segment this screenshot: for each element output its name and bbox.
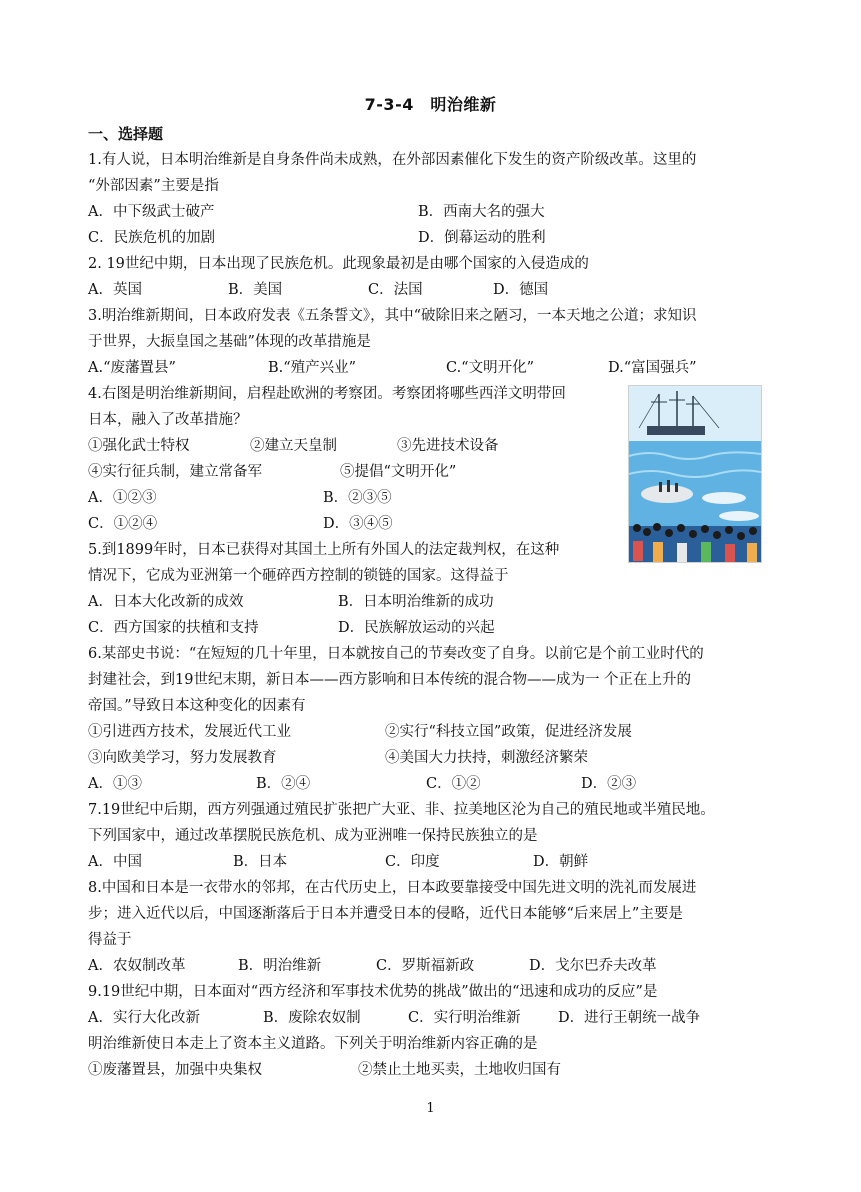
page-number: 1 [426,1101,435,1116]
question-6-option-b: B．②④ [256,776,311,792]
question-6-stem-line3: 帝国。”导致日本这种变化的因素有 [88,698,306,714]
question-6-option-d: D．②③ [581,776,637,792]
question-7-option-c: C．印度 [385,854,440,870]
question-5-options-row1 [88,589,778,615]
question-4-block [88,381,778,589]
question-7-option-a: A．中国 [88,854,142,870]
question-9-options [88,1005,778,1031]
question-2-stem: 2. 19世纪中期，日本出现了民族危机。此现象最初是由哪个国家的入侵造成的 [88,256,589,272]
question-6-statements-row2 [88,745,778,771]
question-4-statement-4: ④实行征兵制，建立常备军 [88,464,262,480]
question-4-stem-line2: 日本，融入了改革措施？ [88,412,248,428]
question-1-option-b: B．西南大名的强大 [418,204,545,220]
question-9-option-a: A．实行大化改新 [88,1010,200,1026]
question-4-statement-1: ①强化武士特权 [88,438,190,454]
question-7-stem-line1: 7.19世纪中后期，西方列强通过殖民扩张把广大亚、非、拉美地区沦为自己的殖民地或半殖民地。 [88,802,715,818]
question-3-stem-line1: 3.明治维新期间，日本政府发表《五条誓文》，其中“破除旧来之陋习，一本天地之公道；求知识 [88,308,697,324]
document-body [88,121,778,1083]
question-7-option-d: D．朝鲜 [533,854,589,870]
question-4-statement-5: ⑤提倡“文明开化” [340,464,457,480]
question-5-option-c: C．西方国家的扶植和支持 [88,620,259,636]
delegation-ship-illustration [628,385,762,563]
question-10-statement-1: ①废藩置县，加强中央集权 [88,1062,262,1078]
question-6-statement-4: ④美国大力扶持，刺激经济繁荣 [385,750,588,766]
question-4-stem-line1: 4.右图是明治维新期间，启程赴欧洲的考察团。考察团将哪些西洋文明带回 [88,386,566,402]
document-title: 7-3-4 明治维新 [364,95,497,114]
question-6-option-c: C．①② [426,776,481,792]
question-9-option-b: B．废除农奴制 [263,1010,361,1026]
question-1-options-row2 [88,225,778,251]
question-1-option-d: D．倒幕运动的胜利 [418,230,546,246]
question-8-stem-line3: 得益于 [88,932,132,948]
question-5-stem-line2: 情况下，它成为亚洲第一个砸碎西方控制的锁链的国家。这得益于 [88,568,509,584]
question-1-option-a: A．中下级武士破产 [88,204,215,220]
question-1-options-row1 [88,199,778,225]
question-7-option-b: B．日本 [233,854,288,870]
question-6-stem-line1: 6.某部史书说：“在短短的几十年里，日本就按自己的节奏改变了自身。以前它是个前工业时代的 [88,646,704,662]
question-6-stem-line2: 封建社会，到19世纪末期，新日本——西方影响和日本传统的混合物——成为一 个正在上升的 [88,672,692,688]
question-8-options [88,953,778,979]
question-8-stem-line1: 8.中国和日本是一衣带水的邻邦，在古代历史上，日本政要靠接受中国先进文明的洗礼而发展进 [88,880,697,896]
question-5-option-b: B．日本明治维新的成功 [338,594,494,610]
ship-painting-icon [629,386,761,562]
question-2-option-a: A．英国 [88,282,142,298]
question-4-option-c: C．①②④ [88,516,158,532]
question-9-option-d: D．进行王朝统一战争 [558,1010,701,1026]
question-5-option-a: A．日本大化改新的成效 [88,594,244,610]
question-3-stem-line2: 于世界，大振皇国之基础”体现的改革措施是 [88,334,371,350]
question-1-stem-line1: 1.有人说，日本明治维新是自身条件尚未成熟，在外部因素催化下发生的资产阶级改革。这里的 [88,152,697,168]
question-6-statement-2: ②实行“科技立国”政策，促进经济发展 [385,724,632,740]
question-6-statement-1: ①引进西方技术，发展近代工业 [88,724,291,740]
question-6-statements-row1 [88,719,778,745]
question-10-statements-row1 [88,1057,778,1083]
question-8-option-c: C．罗斯福新政 [376,958,475,974]
question-8-option-b: B．明治维新 [238,958,322,974]
question-4-option-d: D．③④⑤ [323,516,393,532]
question-6-options [88,771,778,797]
question-5-option-d: D．民族解放运动的兴起 [338,620,495,636]
question-3-option-c: C.“文明开化” [446,360,535,376]
question-3-options [88,355,778,381]
question-5-stem-line1: 5.到1899年时，日本已获得对其国土上所有外国人的法定裁判权，在这种 [88,542,560,558]
question-9-stem: 9.19世纪中期，日本面对“西方经济和军事技术优势的挑战”做出的“迅速和成功的反应”是 [88,984,658,1000]
question-3-option-b: B.“殖产兴业” [268,360,357,376]
question-6-option-a: A．①③ [88,776,142,792]
question-4-statement-2: ②建立天皇制 [250,438,337,454]
question-5-options-row2 [88,615,778,641]
question-8-option-a: A．农奴制改革 [88,958,186,974]
question-4-statement-3: ③先进技术设备 [397,438,499,454]
question-2-options [88,277,778,303]
question-2-option-d: D．德国 [493,282,549,298]
question-7-stem-line2: 下列国家中，通过改革摆脱民族危机、成为亚洲唯一保持民族独立的是 [88,828,538,844]
question-6-statement-3: ③向欧美学习，努力发展教育 [88,750,277,766]
section-heading: 一、选择题 [88,125,164,143]
question-1-option-c: C．民族危机的加剧 [88,230,216,246]
question-9-option-c: C．实行明治维新 [408,1010,521,1026]
question-3-option-d: D.“富国强兵” [608,360,697,376]
question-2-option-c: C．法国 [368,282,423,298]
question-10-stem: 明治维新使日本走上了资本主义道路。下列关于明治维新内容正确的是 [88,1036,538,1052]
question-2-option-b: B．美国 [228,282,283,298]
question-4-option-b: B．②③⑤ [323,490,392,506]
question-1-stem-line2: “外部因素”主要是指 [88,178,219,194]
question-10-statement-2: ②禁止土地买卖，土地收归国有 [358,1062,561,1078]
question-3-option-a: A.“废藩置县” [88,360,176,376]
question-4-option-a: A．①②③ [88,490,157,506]
question-8-option-d: D．戈尔巴乔夫改革 [529,958,657,974]
question-7-options [88,849,778,875]
question-8-stem-line2: 步；进入近代以后，中国逐渐落后于日本并遭受日本的侵略，近代日本能够“后来居上”主要是 [88,906,683,922]
